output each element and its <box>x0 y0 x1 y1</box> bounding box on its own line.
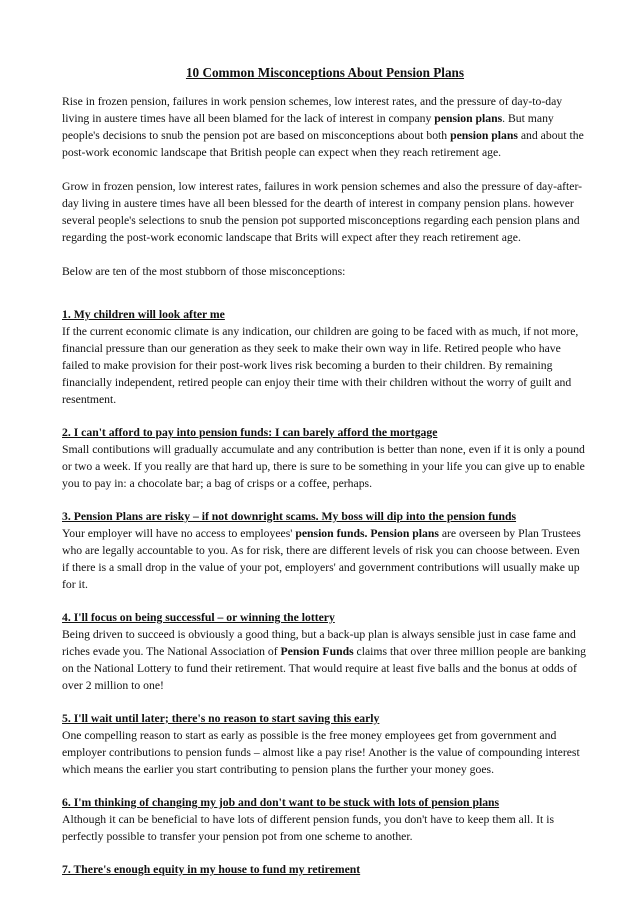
section-heading: 3. Pension Plans are risky – if not downright scams. My boss will dip into the pension funds <box>62 510 517 523</box>
bold-text: pension funds. Pension plans <box>295 527 439 540</box>
section-heading: 1. My children will look after me <box>62 308 225 321</box>
misconception-section <box>62 424 588 492</box>
section-heading: 4. I'll focus on being successful – or winning the lottery <box>62 611 335 624</box>
misconceptions-list <box>62 306 588 878</box>
misconception-section <box>62 508 588 593</box>
misconception-section <box>62 710 588 778</box>
section-heading: 7. There's enough equity in my house to fund my retirement <box>62 863 361 876</box>
section-body: Although it can be beneficial to have lots of different pension funds, you don't have to keep them all. It is perfectly possible to transfer your pension pot from one scheme to another. <box>62 813 554 843</box>
misconception-section <box>62 861 588 878</box>
section-body: Small contibutions will gradually accumulate and any contribution is better than none, even if it is only a pound or two a week. If you really are that hard up, there is sure to be something in your life you can give up to enable you to pay in: a chocolate bar; a bag of crisps or a coffee, perhaps. <box>62 443 585 490</box>
bold-text: pension plans <box>450 129 518 142</box>
section-body: One compelling reason to start as early as possible is the free money employees get from government and employer contributions to pension funds – almost like a pay rise! Another is the value of compounding interest which means the earlier you start contributing to pension plans the further your money goes. <box>62 729 580 776</box>
section-body: Being driven to succeed is obviously a good thing, but a back-up plan is always sensible just in case fame and riches evade you. The National Association of Pension Funds claims that over three million people are banking on the National Lottery to fund their retirement. That would require at least five balls and the bonus at odds of over 2 million to one! <box>62 628 586 692</box>
section-body: Your employer will have no access to employees' pension funds. Pension plans are overseen by Plan Trustees who are legally accountable to you. As for risk, there are different levels of risk you can choose between. Even if there is a small drop in the value of your pot, employers' and government contributions will usually make up for it. <box>62 527 581 591</box>
misconception-section <box>62 306 588 408</box>
intro-paragraph-2: Grow in frozen pension, low interest rates, failures in work pension schemes and also the pressure of day-after-day living in austere times have all been blessed for the dearth of interest in company pension plans. however several people's selections to snub the pension pot supported misconceptions regarding each pension plans and regarding the post-work economic landscape that Brits will expect after they reach retirement age. <box>62 180 583 244</box>
bold-text: Pension Funds <box>280 645 354 658</box>
section-heading: 5. I'll wait until later; there's no reason to start saving this early <box>62 712 380 725</box>
intro-paragraph-1: Rise in frozen pension, failures in work pension schemes, low interest rates, and the pressure of day-to-day living in austere times have all been blamed for the lack of interest in company pension plans. But many people's decisions to snub the pension pot are based on misconceptions about both pension plans and about the post-work economic landscape that British people can expect when they reach retirement age. <box>62 95 584 159</box>
section-heading: 2. I can't afford to pay into pension funds: I can barely afford the mortgage <box>62 426 438 439</box>
section-heading: 6. I'm thinking of changing my job and don't want to be stuck with lots of pension plans <box>62 796 500 809</box>
document-title: 10 Common Misconceptions About Pension Plans <box>185 65 465 80</box>
section-body: If the current economic climate is any indication, our children are going to be faced with as much, if not more, financial pressure than our generation as they seek to make their own way in life. Retired people who have failed to make provision for their post-work lives risk becoming a burden to their children. By remaining financially independent, retired people can enjoy their time with their children without the worry of guilt and resentment. <box>62 325 579 406</box>
intro-paragraph-3: Below are ten of the most stubborn of those misconceptions: <box>62 265 346 278</box>
bold-text: pension plans <box>434 112 503 125</box>
misconception-section <box>62 794 588 845</box>
misconception-section <box>62 609 588 694</box>
